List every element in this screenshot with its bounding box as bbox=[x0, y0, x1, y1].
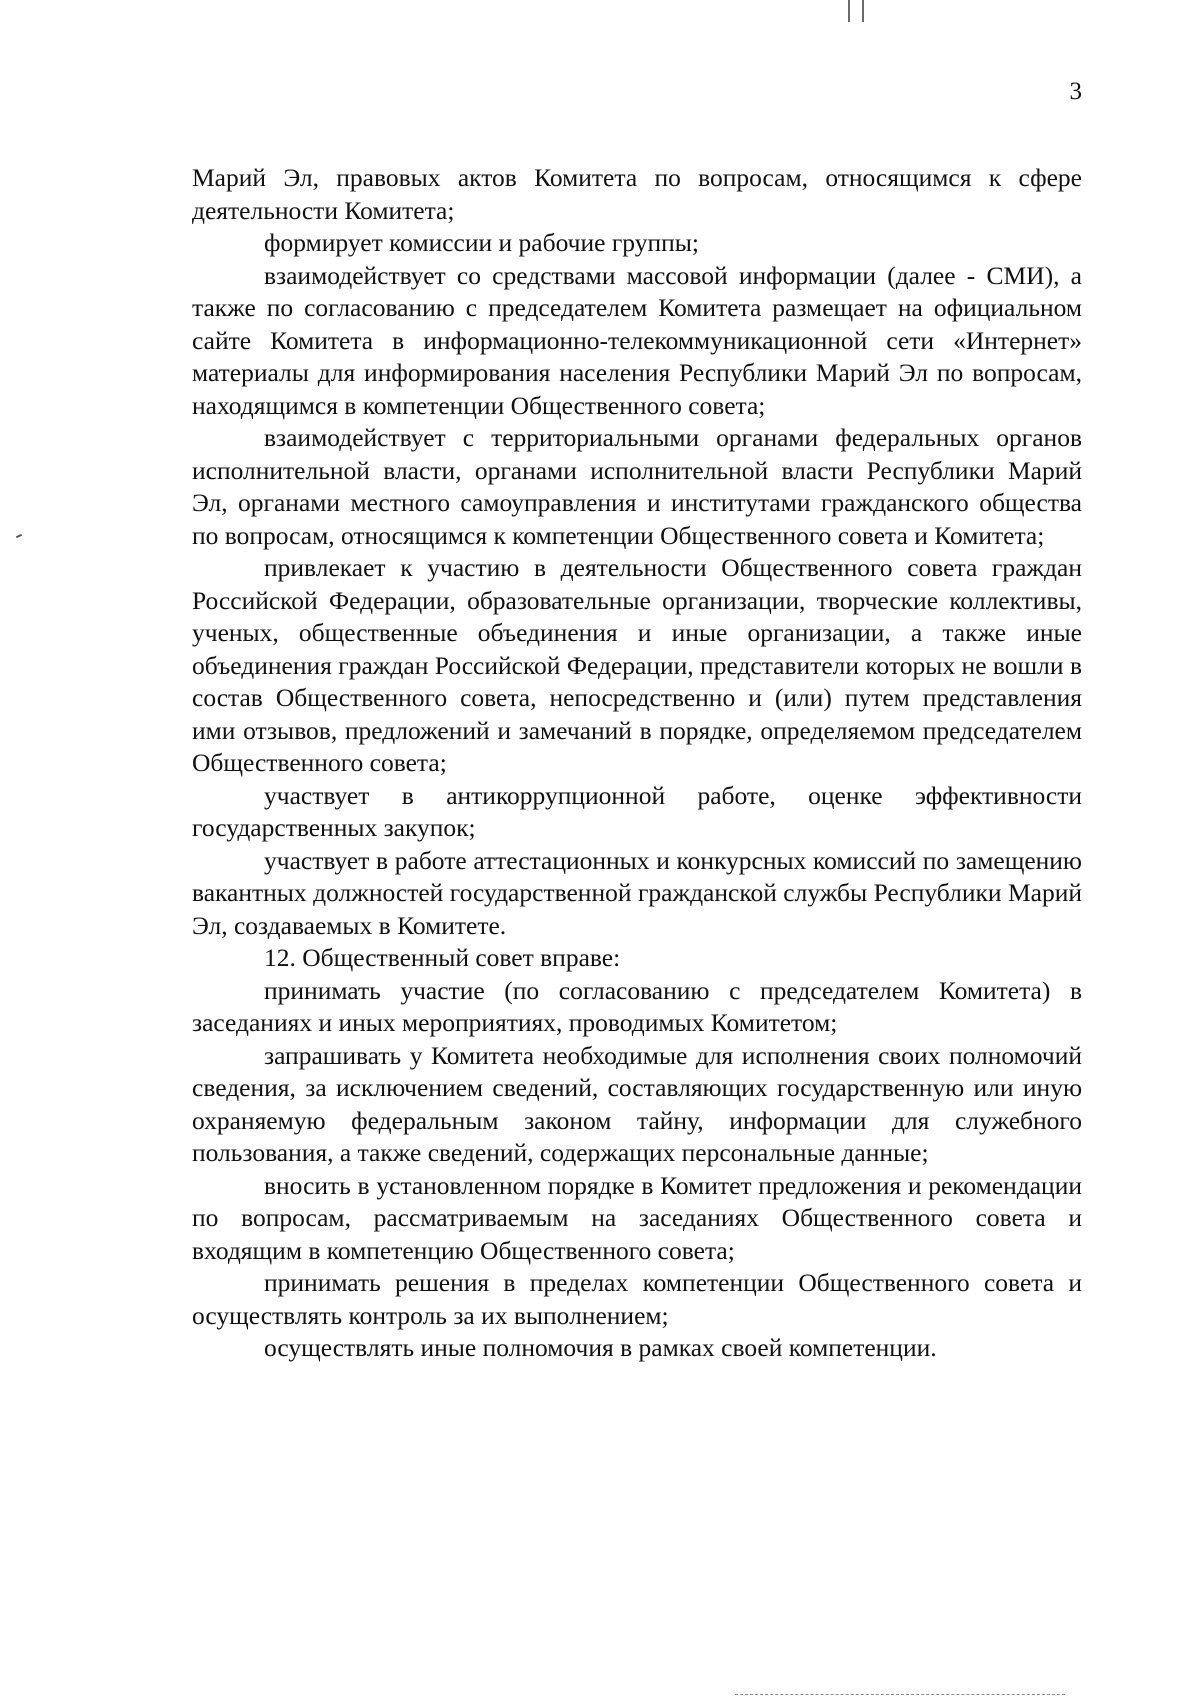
paragraph: участвует в антикоррупционной работе, оценке эффективности государственных закупок; bbox=[192, 780, 1082, 842]
scan-artifact-bar bbox=[848, 0, 850, 22]
paragraph: запрашивать у Комитета необходимые для исполнения своих полномочий сведения, за исключением сведений, составляющих государственную или иную охраняемую федеральным законом тайну, информации для служебного пользования, а также сведений, содержащих персональные данные; bbox=[192, 1040, 1082, 1167]
paragraph: формирует комиссии и рабочие группы; bbox=[264, 228, 699, 257]
scan-artifact-left bbox=[16, 534, 22, 538]
scan-artifact-bar bbox=[862, 0, 864, 22]
paragraph: 12. Общественный совет вправе: bbox=[264, 943, 621, 972]
paragraph: взаимодействует с территориальными органами федеральных органов исполнительной власти, органами исполнительной власти Республики Марий Эл, органами местного самоуправления и институтами гражданского общества по вопросам, относящимся к компетенции Общественного совета и Комитета; bbox=[192, 423, 1082, 550]
scan-artifact-bottom bbox=[735, 1694, 1065, 1696]
scan-artifact-top bbox=[848, 0, 864, 22]
paragraph: принимать решения в пределах компетенции Общественного совета и осуществлять контроль за их выполнением; bbox=[192, 1268, 1082, 1330]
document-body bbox=[192, 162, 1082, 1365]
paragraph: привлекает к участию в деятельности Общественного совета граждан Российской Федерации, образовательные организации, творческие коллективы, ученых, общественные объединения и иные организации, а также иные объединения граждан Российской Федерации, представители которых не вошли в состав Общественного совета, непосредственно и (или) путем представления ими отзывов, предложений и замечаний в порядке, определяемом председателем Общественного совета; bbox=[192, 553, 1082, 777]
paragraph: принимать участие (по согласованию с председателем Комитета) в заседаниях и иных мероприятиях, проводимых Комитетом; bbox=[192, 975, 1082, 1037]
page-number: 3 bbox=[1069, 78, 1082, 105]
paragraph: вносить в установленном порядке в Комитет предложения и рекомендации по вопросам, рассматриваемым на заседаниях Общественного совета и входящим в компетенцию Общественного совета; bbox=[192, 1170, 1082, 1265]
paragraph: Марий Эл, правовых актов Комитета по вопросам, относящимся к сфере деятельности Комитета; bbox=[192, 163, 1082, 225]
paragraph: взаимодействует со средствами массовой информации (далее - СМИ), а также по согласованию с председателем Комитета размещает на официальном сайте Комитета в информационно-телекоммуникационной сети «Интернет» материалы для информирования населения Республики Марий Эл по вопросам, находящимся в компетенции Общественного совета; bbox=[192, 260, 1082, 420]
paragraph: осуществлять иные полномочия в рамках своей компетенции. bbox=[264, 1333, 937, 1362]
paragraph: участвует в работе аттестационных и конкурсных комиссий по замещению вакантных должностей государственной гражданской службы Республики Марий Эл, создаваемых в Комитете. bbox=[192, 845, 1082, 940]
